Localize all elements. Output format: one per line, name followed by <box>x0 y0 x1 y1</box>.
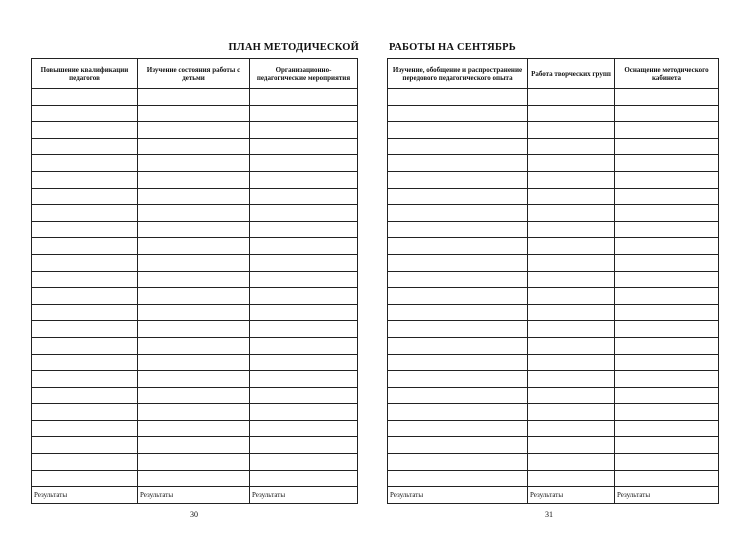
table-row <box>32 404 358 421</box>
blank-cell <box>138 89 250 106</box>
blank-cell <box>528 470 615 487</box>
results-cell: Результаты <box>388 487 528 504</box>
blank-cell <box>388 404 528 421</box>
blank-cell <box>615 205 719 222</box>
table-row <box>388 171 719 188</box>
blank-cell <box>138 122 250 139</box>
blank-cell <box>32 288 138 305</box>
blank-cell <box>32 304 138 321</box>
blank-cell <box>250 155 358 172</box>
blank-cell <box>138 404 250 421</box>
blank-cell <box>250 221 358 238</box>
results-cell: Результаты <box>250 487 358 504</box>
blank-cell <box>388 387 528 404</box>
blank-cell <box>250 254 358 271</box>
blank-cell <box>138 238 250 255</box>
blank-cell <box>388 337 528 354</box>
blank-cell <box>250 420 358 437</box>
blank-cell <box>528 221 615 238</box>
blank-cell <box>138 454 250 471</box>
table-row <box>32 205 358 222</box>
blank-cell <box>138 321 250 338</box>
blank-cell <box>138 221 250 238</box>
table-row <box>32 288 358 305</box>
table-row <box>388 321 719 338</box>
blank-cell <box>388 155 528 172</box>
table-row <box>388 288 719 305</box>
blank-cell <box>138 188 250 205</box>
blank-cell <box>250 437 358 454</box>
blank-cell <box>528 271 615 288</box>
table-body <box>32 89 358 487</box>
table-row <box>32 354 358 371</box>
table-row <box>388 371 719 388</box>
blank-cell <box>138 171 250 188</box>
results-cell: Результаты <box>138 487 250 504</box>
blank-cell <box>615 404 719 421</box>
blank-cell <box>528 404 615 421</box>
blank-cell <box>388 221 528 238</box>
blank-cell <box>250 188 358 205</box>
blank-cell <box>388 454 528 471</box>
table-header-row <box>388 59 719 89</box>
blank-cell <box>388 188 528 205</box>
blank-cell <box>32 155 138 172</box>
table-row <box>388 254 719 271</box>
blank-cell <box>32 470 138 487</box>
blank-cell <box>138 105 250 122</box>
table-row <box>388 122 719 139</box>
blank-cell <box>32 454 138 471</box>
plan-table-right <box>387 58 719 504</box>
table-row <box>32 89 358 106</box>
blank-cell <box>528 171 615 188</box>
blank-cell <box>615 221 719 238</box>
blank-cell <box>250 321 358 338</box>
blank-cell <box>32 337 138 354</box>
blank-cell <box>138 371 250 388</box>
column-header: Изучение, обобщение и распространение передового педагогического опыта <box>388 59 528 89</box>
page-title-right: РАБОТЫ НА СЕНТЯБРЬ <box>389 42 516 53</box>
table-row <box>32 437 358 454</box>
blank-cell <box>528 155 615 172</box>
blank-cell <box>528 89 615 106</box>
blank-cell <box>615 454 719 471</box>
page-title-left: ПЛАН МЕТОДИЧЕСКОЙ <box>228 42 359 53</box>
blank-cell <box>388 171 528 188</box>
blank-cell <box>615 155 719 172</box>
table-row <box>32 122 358 139</box>
table-row <box>388 89 719 106</box>
blank-cell <box>388 437 528 454</box>
blank-cell <box>32 354 138 371</box>
blank-cell <box>32 105 138 122</box>
blank-cell <box>250 138 358 155</box>
blank-cell <box>388 271 528 288</box>
blank-cell <box>250 337 358 354</box>
blank-cell <box>32 221 138 238</box>
blank-cell <box>615 138 719 155</box>
blank-cell <box>615 470 719 487</box>
table-row <box>388 155 719 172</box>
blank-cell <box>32 188 138 205</box>
blank-cell <box>32 238 138 255</box>
table-row <box>388 138 719 155</box>
blank-cell <box>615 254 719 271</box>
table-row <box>32 254 358 271</box>
blank-cell <box>250 387 358 404</box>
blank-cell <box>250 205 358 222</box>
table-row <box>32 371 358 388</box>
table-row <box>32 470 358 487</box>
blank-cell <box>615 105 719 122</box>
blank-cell <box>32 371 138 388</box>
table-row <box>388 404 719 421</box>
table-row <box>388 105 719 122</box>
blank-cell <box>528 321 615 338</box>
blank-cell <box>32 420 138 437</box>
column-header: Организационно-педагогические мероприятия <box>250 59 358 89</box>
table-row <box>32 420 358 437</box>
blank-cell <box>388 122 528 139</box>
blank-cell <box>138 138 250 155</box>
table-row <box>388 304 719 321</box>
blank-cell <box>32 387 138 404</box>
blank-cell <box>615 171 719 188</box>
blank-cell <box>138 420 250 437</box>
blank-cell <box>138 205 250 222</box>
table-row <box>32 105 358 122</box>
blank-cell <box>250 105 358 122</box>
blank-cell <box>528 138 615 155</box>
blank-cell <box>388 89 528 106</box>
blank-cell <box>615 188 719 205</box>
blank-cell <box>615 387 719 404</box>
blank-cell <box>615 371 719 388</box>
blank-cell <box>388 288 528 305</box>
table-row <box>32 321 358 338</box>
table-row <box>32 171 358 188</box>
blank-cell <box>32 89 138 106</box>
blank-cell <box>250 354 358 371</box>
table-row <box>388 420 719 437</box>
column-header: Изучение состояния работы с детьми <box>138 59 250 89</box>
blank-cell <box>250 304 358 321</box>
blank-cell <box>615 437 719 454</box>
blank-cell <box>528 105 615 122</box>
blank-cell <box>388 138 528 155</box>
blank-cell <box>138 271 250 288</box>
blank-cell <box>388 304 528 321</box>
table-row <box>388 205 719 222</box>
table-row <box>388 271 719 288</box>
blank-cell <box>615 89 719 106</box>
blank-cell <box>250 371 358 388</box>
table-row <box>32 138 358 155</box>
blank-cell <box>528 387 615 404</box>
column-header: Повышение квалификации педагогов <box>32 59 138 89</box>
blank-cell <box>138 470 250 487</box>
table-row <box>32 155 358 172</box>
table-row <box>388 470 719 487</box>
right-page <box>371 0 743 540</box>
table-row <box>32 387 358 404</box>
blank-cell <box>250 288 358 305</box>
blank-cell <box>528 288 615 305</box>
blank-cell <box>615 288 719 305</box>
blank-cell <box>32 205 138 222</box>
results-cell: Результаты <box>32 487 138 504</box>
blank-cell <box>528 238 615 255</box>
table-row <box>388 454 719 471</box>
blank-cell <box>528 122 615 139</box>
blank-cell <box>32 271 138 288</box>
blank-cell <box>388 371 528 388</box>
blank-cell <box>388 238 528 255</box>
blank-cell <box>615 304 719 321</box>
blank-cell <box>138 437 250 454</box>
blank-cell <box>615 337 719 354</box>
blank-cell <box>32 138 138 155</box>
page-number-right: 31 <box>545 510 553 519</box>
blank-cell <box>528 437 615 454</box>
blank-cell <box>388 205 528 222</box>
blank-cell <box>250 171 358 188</box>
blank-cell <box>138 288 250 305</box>
results-row <box>32 487 358 504</box>
column-header: Работа творческих групп <box>528 59 615 89</box>
blank-cell <box>250 89 358 106</box>
blank-cell <box>250 404 358 421</box>
blank-cell <box>615 420 719 437</box>
blank-cell <box>528 254 615 271</box>
blank-cell <box>528 454 615 471</box>
blank-cell <box>250 271 358 288</box>
table-header-row <box>32 59 358 89</box>
blank-cell <box>138 304 250 321</box>
blank-cell <box>32 321 138 338</box>
blank-cell <box>615 321 719 338</box>
blank-cell <box>32 122 138 139</box>
blank-cell <box>32 171 138 188</box>
table-row <box>388 221 719 238</box>
blank-cell <box>138 337 250 354</box>
blank-cell <box>615 238 719 255</box>
blank-cell <box>32 437 138 454</box>
blank-cell <box>528 420 615 437</box>
blank-cell <box>138 354 250 371</box>
blank-cell <box>528 304 615 321</box>
table-row <box>388 188 719 205</box>
blank-cell <box>388 470 528 487</box>
table-row <box>32 454 358 471</box>
table-row <box>32 221 358 238</box>
blank-cell <box>32 254 138 271</box>
blank-cell <box>250 454 358 471</box>
blank-cell <box>528 205 615 222</box>
left-page <box>0 0 371 540</box>
blank-cell <box>32 404 138 421</box>
table-row <box>388 238 719 255</box>
column-header: Оснащение методического кабинета <box>615 59 719 89</box>
table-row <box>32 238 358 255</box>
blank-cell <box>528 354 615 371</box>
blank-cell <box>250 122 358 139</box>
table-row <box>388 337 719 354</box>
page-number-left: 30 <box>190 510 198 519</box>
blank-cell <box>388 321 528 338</box>
blank-cell <box>138 254 250 271</box>
table-row <box>32 337 358 354</box>
blank-cell <box>528 371 615 388</box>
blank-cell <box>388 420 528 437</box>
results-row <box>388 487 719 504</box>
blank-cell <box>615 354 719 371</box>
blank-cell <box>528 337 615 354</box>
blank-cell <box>388 254 528 271</box>
table-row <box>388 354 719 371</box>
table-row <box>388 387 719 404</box>
results-cell: Результаты <box>615 487 719 504</box>
blank-cell <box>528 188 615 205</box>
blank-cell <box>388 105 528 122</box>
results-cell: Результаты <box>528 487 615 504</box>
table-row <box>388 437 719 454</box>
table-row <box>32 188 358 205</box>
blank-cell <box>138 155 250 172</box>
table-body <box>388 89 719 487</box>
plan-table-left <box>31 58 358 504</box>
blank-cell <box>138 387 250 404</box>
blank-cell <box>388 354 528 371</box>
blank-cell <box>615 271 719 288</box>
blank-cell <box>615 122 719 139</box>
blank-cell <box>250 238 358 255</box>
table-row <box>32 304 358 321</box>
blank-cell <box>250 470 358 487</box>
table-row <box>32 271 358 288</box>
